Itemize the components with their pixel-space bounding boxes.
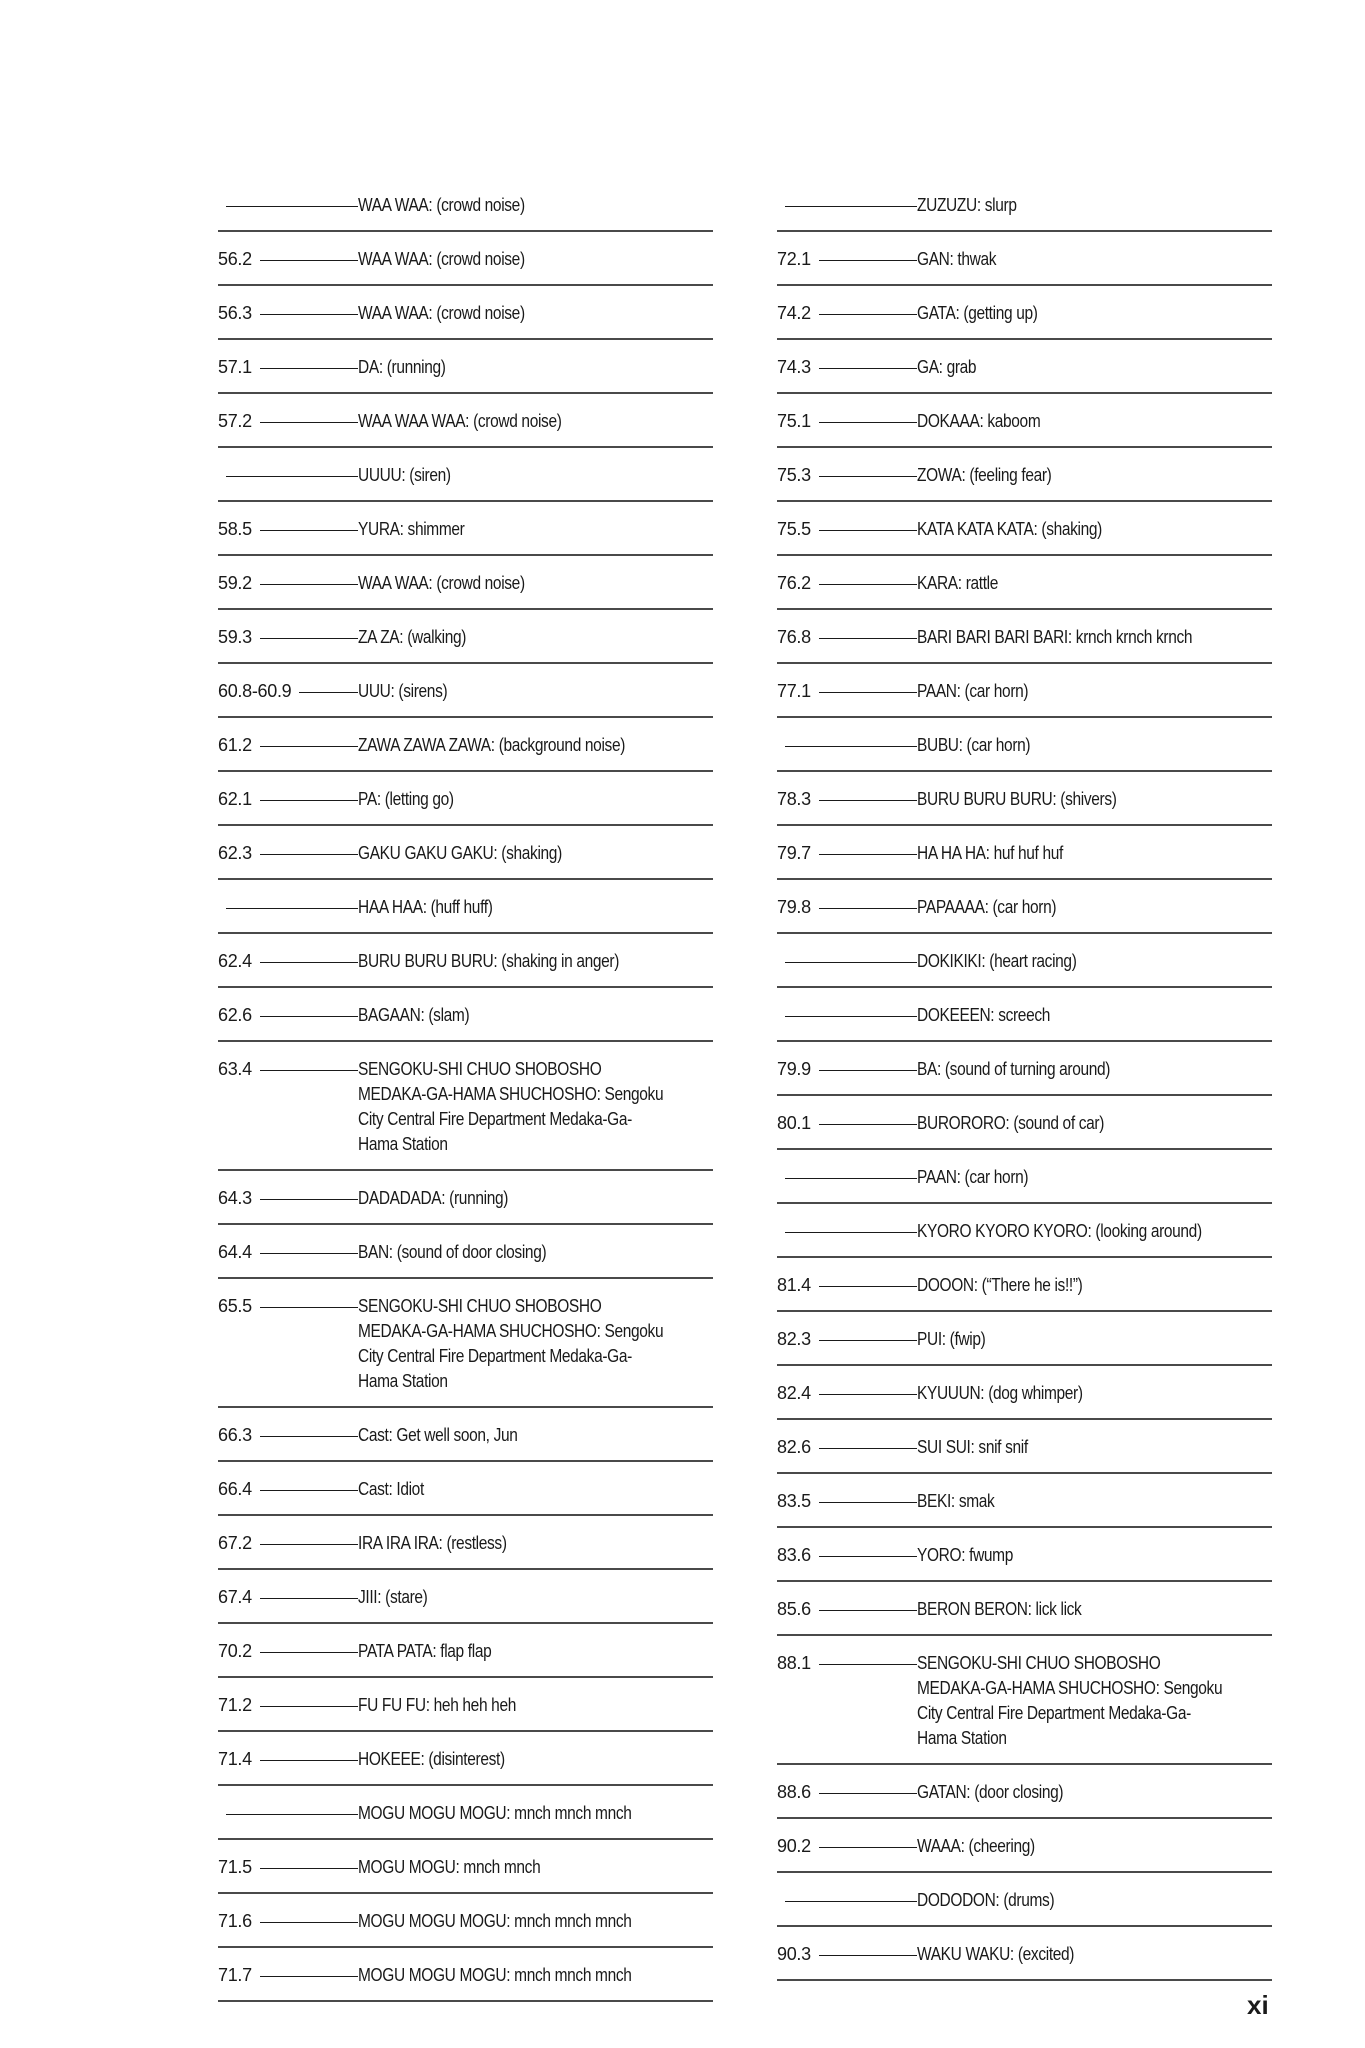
glossary-entry [777, 1819, 1272, 1873]
glossary-entry [777, 1096, 1272, 1150]
leader-line [785, 1003, 917, 1027]
glossary-entry [777, 1528, 1272, 1582]
entry-text: BEKI: smak [917, 1491, 995, 1511]
leader-line [819, 1834, 917, 1858]
leader-line [260, 355, 358, 379]
glossary-entry [218, 826, 713, 880]
entry-text: BURU BURU BURU: (shivers) [917, 789, 1117, 809]
entry-page-ref: 82.4 [777, 1383, 811, 1403]
leader-line [819, 1489, 917, 1513]
glossary-entry [777, 1258, 1272, 1312]
leader-line [819, 247, 917, 271]
entry-text: PATA PATA: flap flap [358, 1641, 492, 1661]
glossary-entry [218, 610, 713, 664]
leader-line [226, 463, 358, 487]
entry-text: GAN: thwak [917, 249, 997, 269]
entry-text: HA HA HA: huf huf huf [917, 843, 1063, 863]
entry-text: YURA: shimmer [358, 519, 465, 539]
entry-page-ref: 83.5 [777, 1491, 811, 1511]
entry-text: UUU: (sirens) [358, 681, 448, 701]
entry-text: ZUZUZU: slurp [917, 195, 1017, 215]
entry-page-ref: 74.3 [777, 357, 811, 377]
leader-line [260, 625, 358, 649]
entry-text: YORO: fwump [917, 1545, 1013, 1565]
entry-text: KATA KATA KATA: (shaking) [917, 519, 1102, 539]
entry-text: WAAA: (cheering) [917, 1836, 1035, 1856]
leader-line [785, 1165, 917, 1189]
entry-text: DOKIKIKI: (heart racing) [917, 951, 1077, 971]
glossary-entry [218, 1171, 713, 1225]
entry-page-ref: 56.2 [218, 249, 252, 269]
entry-page-ref: 82.6 [777, 1437, 811, 1457]
leader-line [260, 1057, 358, 1081]
glossary-entry [777, 1636, 1272, 1765]
entry-text: SENGOKU-SHI CHUO SHOBOSHO MEDAKA-GA-HAMA SHUCHOSHO: Sengoku City Central Fire Department Medaka-Ga-Hama Station [358, 1296, 664, 1391]
leader-line [260, 1531, 358, 1555]
entry-page-ref: 90.3 [777, 1944, 811, 1964]
leader-line [226, 895, 358, 919]
entry-page-ref: 71.7 [218, 1965, 252, 1985]
glossary-entry [777, 934, 1272, 988]
glossary-entry [218, 286, 713, 340]
entry-page-ref: 71.4 [218, 1749, 252, 1769]
entry-page-ref: 61.2 [218, 735, 252, 755]
glossary-entry [218, 556, 713, 610]
leader-line [785, 949, 917, 973]
entry-page-ref: 71.2 [218, 1695, 252, 1715]
entry-page-ref: 74.2 [777, 303, 811, 323]
entry-page-ref: 60.8-60.9 [218, 681, 292, 701]
leader-line [819, 1780, 917, 1804]
entry-text: PAPAAAA: (car horn) [917, 897, 1057, 917]
entry-page-ref: 67.4 [218, 1587, 252, 1607]
entry-page-ref [777, 1888, 785, 1912]
glossary-entry [218, 1894, 713, 1948]
entry-page-ref [777, 1219, 785, 1243]
leader-line [260, 1240, 358, 1264]
right-glossary-column [777, 178, 1272, 1981]
entry-text: GATAN: (door closing) [917, 1782, 1064, 1802]
leader-line [819, 895, 917, 919]
glossary-entry [777, 772, 1272, 826]
entry-text: SENGOKU-SHI CHUO SHOBOSHO MEDAKA-GA-HAMA SHUCHOSHO: Sengoku City Central Fire Department Medaka-Ga-Hama Station [917, 1653, 1223, 1748]
entry-page-ref [218, 1801, 226, 1825]
leader-line [260, 787, 358, 811]
entry-text: BURU BURU BURU: (shaking in anger) [358, 951, 620, 971]
leader-line [260, 1003, 358, 1027]
glossary-entry [777, 556, 1272, 610]
glossary-entry [218, 1042, 713, 1171]
leader-line [260, 1963, 358, 1987]
leader-line [260, 571, 358, 595]
leader-line [819, 1597, 917, 1621]
entry-page-ref: 66.3 [218, 1425, 252, 1445]
entry-text: BAGAAN: (slam) [358, 1005, 470, 1025]
entry-text: MOGU MOGU: mnch mnch [358, 1857, 541, 1877]
leader-line [819, 463, 917, 487]
entry-page-ref: 64.4 [218, 1242, 252, 1262]
leader-line [260, 949, 358, 973]
entry-page-ref: 62.6 [218, 1005, 252, 1025]
entry-page-ref: 71.6 [218, 1911, 252, 1931]
entry-text: WAA WAA: (crowd noise) [358, 195, 525, 215]
entry-page-ref: 90.2 [777, 1836, 811, 1856]
glossary-entry [218, 1462, 713, 1516]
glossary-entry [777, 1366, 1272, 1420]
leader-line [785, 1888, 917, 1912]
leader-line [260, 517, 358, 541]
leader-line [819, 1381, 917, 1405]
entry-page-ref: 80.1 [777, 1113, 811, 1133]
glossary-entry [777, 394, 1272, 448]
entry-text: GAKU GAKU GAKU: (shaking) [358, 843, 562, 863]
glossary-entry [218, 502, 713, 556]
glossary-entry [218, 1516, 713, 1570]
entry-page-ref [777, 193, 785, 217]
entry-page-ref: 82.3 [777, 1329, 811, 1349]
entry-page-ref [218, 193, 226, 217]
glossary-entry [218, 1732, 713, 1786]
entry-text: DODODON: (drums) [917, 1890, 1055, 1910]
entry-page-ref: 71.5 [218, 1857, 252, 1877]
entry-text: ZA ZA: (walking) [358, 627, 467, 647]
leader-line [819, 1273, 917, 1297]
glossary-entry [777, 718, 1272, 772]
glossary-entry [777, 448, 1272, 502]
leader-line [260, 409, 358, 433]
entry-text: GATA: (getting up) [917, 303, 1038, 323]
entry-text: PAAN: (car horn) [917, 681, 1029, 701]
glossary-entry [218, 448, 713, 502]
entry-page-ref: 78.3 [777, 789, 811, 809]
entry-text: DOKAAA: kaboom [917, 411, 1041, 431]
leader-line [260, 1186, 358, 1210]
entry-text: JIII: (stare) [358, 1587, 428, 1607]
entry-text: HAA HAA: (huff huff) [358, 897, 493, 917]
entry-text: GA: grab [917, 357, 977, 377]
page-number: xi [1247, 1990, 1269, 2020]
glossary-entry [777, 988, 1272, 1042]
leader-line [819, 1543, 917, 1567]
entry-text: DADADADA: (running) [358, 1188, 509, 1208]
entry-page-ref: 88.6 [777, 1782, 811, 1802]
glossary-entry [777, 1765, 1272, 1819]
glossary-entry [777, 178, 1272, 232]
entry-text: MOGU MOGU MOGU: mnch mnch mnch [358, 1803, 632, 1823]
glossary-entry [218, 394, 713, 448]
entry-text: BURORORO: (sound of car) [917, 1113, 1105, 1133]
entry-text: WAA WAA WAA: (crowd noise) [358, 411, 562, 431]
entry-page-ref: 81.4 [777, 1275, 811, 1295]
leader-line [819, 679, 917, 703]
glossary-entry [218, 1840, 713, 1894]
glossary-entry [218, 1948, 713, 2002]
leader-line [819, 301, 917, 325]
entry-page-ref: 75.3 [777, 465, 811, 485]
glossary-entry [218, 772, 713, 826]
entry-text: WAKU WAKU: (excited) [917, 1944, 1075, 1964]
entry-page-ref: 62.1 [218, 789, 252, 809]
glossary-entry [218, 340, 713, 394]
entry-text: WAA WAA: (crowd noise) [358, 249, 525, 269]
leader-line [260, 301, 358, 325]
leader-line [785, 1219, 917, 1243]
entry-text: BA: (sound of turning around) [917, 1059, 1111, 1079]
glossary-entry [218, 1570, 713, 1624]
entry-page-ref: 77.1 [777, 681, 811, 701]
entry-page-ref: 66.4 [218, 1479, 252, 1499]
glossary-entry [777, 502, 1272, 556]
leader-line [819, 571, 917, 595]
entry-page-ref: 67.2 [218, 1533, 252, 1553]
entry-text: DA: (running) [358, 357, 446, 377]
leader-line [260, 1294, 358, 1318]
entry-text: WAA WAA: (crowd noise) [358, 573, 525, 593]
leader-line [785, 733, 917, 757]
entry-page-ref: 79.7 [777, 843, 811, 863]
glossary-entry [218, 934, 713, 988]
entry-page-ref: 57.1 [218, 357, 252, 377]
glossary-entry [218, 880, 713, 934]
leader-line [260, 247, 358, 271]
leader-line [819, 517, 917, 541]
leader-line [260, 1477, 358, 1501]
entry-text: KYUUUN: (dog whimper) [917, 1383, 1083, 1403]
entry-page-ref: 70.2 [218, 1641, 252, 1661]
entry-page-ref: 58.5 [218, 519, 252, 539]
glossary-entry [777, 286, 1272, 340]
entry-page-ref: 79.9 [777, 1059, 811, 1079]
leader-line [260, 1909, 358, 1933]
entry-page-ref: 65.5 [218, 1296, 252, 1316]
entry-page-ref [777, 1165, 785, 1189]
entry-text: ZOWA: (feeling fear) [917, 465, 1052, 485]
glossary-entry [777, 1582, 1272, 1636]
leader-line [819, 1057, 917, 1081]
leader-line [226, 1801, 358, 1825]
glossary-entry [218, 1786, 713, 1840]
leader-line [260, 841, 358, 865]
leader-line [260, 1423, 358, 1447]
leader-line [819, 1435, 917, 1459]
leader-line [260, 1855, 358, 1879]
entry-text: PA: (letting go) [358, 789, 454, 809]
glossary-entry [777, 610, 1272, 664]
entry-text: IRA IRA IRA: (restless) [358, 1533, 507, 1553]
leader-line [785, 193, 917, 217]
glossary-entry [777, 340, 1272, 394]
entry-page-ref [777, 1003, 785, 1027]
entry-text: SENGOKU-SHI CHUO SHOBOSHO MEDAKA-GA-HAMA SHUCHOSHO: Sengoku City Central Fire Department Medaka-Ga-Hama Station [358, 1059, 664, 1154]
glossary-entry [777, 1420, 1272, 1474]
leader-line [819, 409, 917, 433]
entry-page-ref [218, 895, 226, 919]
leader-line [819, 355, 917, 379]
glossary-entry [218, 1678, 713, 1732]
glossary-entry [218, 664, 713, 718]
entry-text: KYORO KYORO KYORO: (looking around) [917, 1221, 1202, 1241]
entry-page-ref: 62.3 [218, 843, 252, 863]
glossary-entry [777, 232, 1272, 286]
entry-page-ref: 76.2 [777, 573, 811, 593]
entry-text: MOGU MOGU MOGU: mnch mnch mnch [358, 1965, 632, 1985]
entry-page-ref: 75.1 [777, 411, 811, 431]
glossary-entry [218, 718, 713, 772]
glossary-entry [777, 664, 1272, 718]
entry-text: FU FU FU: heh heh heh [358, 1695, 516, 1715]
glossary-entry [218, 988, 713, 1042]
glossary-entry [777, 880, 1272, 934]
entry-text: MOGU MOGU MOGU: mnch mnch mnch [358, 1911, 632, 1931]
entry-text: HOKEEE: (disinterest) [358, 1749, 505, 1769]
glossary-entry [777, 1150, 1272, 1204]
left-glossary-column [218, 178, 713, 2002]
entry-text: DOOON: (“There he is!!”) [917, 1275, 1083, 1295]
entry-text: PUI: (fwip) [917, 1329, 986, 1349]
leader-line [819, 625, 917, 649]
leader-line [260, 1747, 358, 1771]
entry-text: BAN: (sound of door closing) [358, 1242, 547, 1262]
entry-page-ref: 85.6 [777, 1599, 811, 1619]
entry-page-ref: 88.1 [777, 1653, 811, 1673]
entry-text: KARA: rattle [917, 573, 999, 593]
entry-text: Cast: Get well soon, Jun [358, 1425, 518, 1445]
entry-page-ref: 56.3 [218, 303, 252, 323]
entry-text: BERON BERON: lick lick [917, 1599, 1082, 1619]
entry-page-ref: 63.4 [218, 1059, 252, 1079]
entry-page-ref: 72.1 [777, 249, 811, 269]
entry-page-ref [218, 463, 226, 487]
leader-line [819, 787, 917, 811]
entry-page-ref: 62.4 [218, 951, 252, 971]
glossary-entry [218, 1408, 713, 1462]
leader-line [260, 1693, 358, 1717]
leader-line [260, 1585, 358, 1609]
entry-text: PAAN: (car horn) [917, 1167, 1029, 1187]
entry-text: ZAWA ZAWA ZAWA: (background noise) [358, 735, 626, 755]
glossary-entry [777, 1204, 1272, 1258]
entry-text: DOKEEEN: screech [917, 1005, 1051, 1025]
entry-page-ref: 75.5 [777, 519, 811, 539]
glossary-entry [777, 1474, 1272, 1528]
entry-text: Cast: Idiot [358, 1479, 424, 1499]
glossary-entry [777, 1312, 1272, 1366]
glossary-entry [218, 1624, 713, 1678]
leader-line [819, 841, 917, 865]
glossary-entry [218, 1225, 713, 1279]
entry-text: SUI SUI: snif snif [917, 1437, 1028, 1457]
entry-page-ref: 83.6 [777, 1545, 811, 1565]
entry-text: BARI BARI BARI BARI: krnch krnch krnch [917, 627, 1193, 647]
entry-page-ref: 57.2 [218, 411, 252, 431]
entry-page-ref: 76.8 [777, 627, 811, 647]
leader-line [260, 1639, 358, 1663]
leader-line [819, 1651, 917, 1675]
entry-page-ref: 59.3 [218, 627, 252, 647]
glossary-entry [777, 1873, 1272, 1927]
glossary-entry [777, 1927, 1272, 1981]
entry-page-ref: 79.8 [777, 897, 811, 917]
glossary-entry [777, 1042, 1272, 1096]
leader-line [299, 679, 358, 703]
entry-page-ref [777, 949, 785, 973]
leader-line [226, 193, 358, 217]
entry-page-ref: 64.3 [218, 1188, 252, 1208]
glossary-entry [218, 178, 713, 232]
entry-text: BUBU: (car horn) [917, 735, 1031, 755]
leader-line [819, 1327, 917, 1351]
entry-text: WAA WAA: (crowd noise) [358, 303, 525, 323]
leader-line [260, 733, 358, 757]
leader-line [819, 1942, 917, 1966]
leader-line [819, 1111, 917, 1135]
entry-page-ref [777, 733, 785, 757]
glossary-entry [218, 1279, 713, 1408]
entry-text: UUUU: (siren) [358, 465, 451, 485]
entry-page-ref: 59.2 [218, 573, 252, 593]
glossary-entry [218, 232, 713, 286]
glossary-entry [777, 826, 1272, 880]
